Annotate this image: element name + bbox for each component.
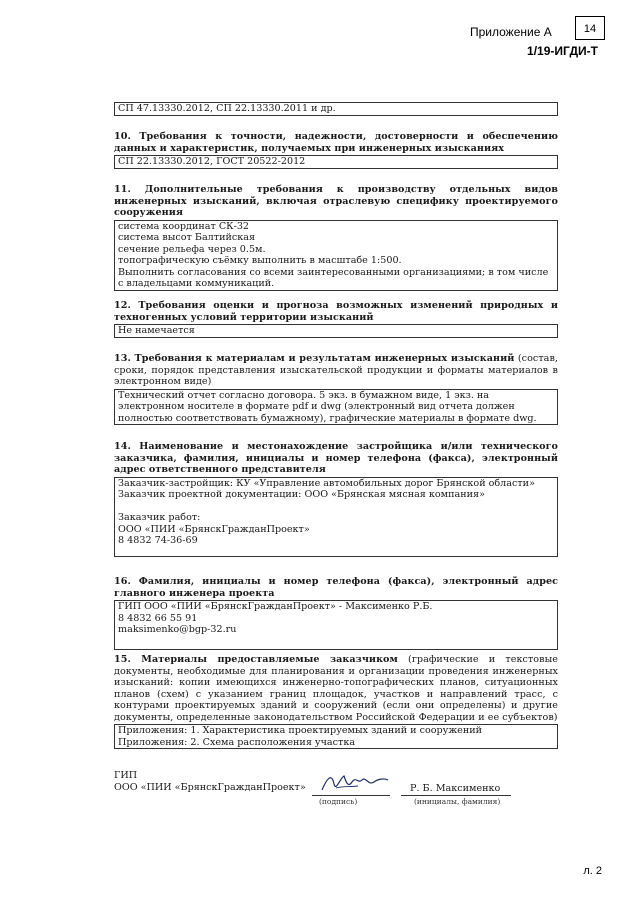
section-15-line: Приложения: 1. Характеристика проектируемых зданий и сооружений	[118, 725, 483, 736]
signature-org: ООО «ПИИ «БрянскГражданПроект»	[114, 781, 306, 793]
section-11-line: топографическую съёмку выполнить в масштабе 1:500.	[118, 255, 402, 266]
top-standards-box	[114, 101, 558, 116]
sheet-number: л. 2	[583, 865, 602, 877]
document-code: 1/19-ИГДИ-Т	[527, 44, 598, 58]
section-13-heading-tail: (состав, сроки, порядок представления изыскательской продукции и форматы материалов в электронном виде)	[114, 353, 558, 387]
section-13-heading-title: 13. Требования к материалам и результатам инженерных изысканий	[114, 353, 515, 364]
section-15-heading-title: 15. Материалы предоставляемые заказчиком	[114, 654, 398, 665]
section-13-heading	[114, 353, 558, 388]
handwritten-signature	[318, 770, 392, 798]
section-16-heading: 16. Фамилия, инициалы и номер телефона (факса), электронный адрес главного инженера проекта	[114, 576, 558, 599]
appendix-label: Приложение А	[470, 25, 552, 39]
section-12-line: Не намечается	[118, 325, 195, 336]
section-11-line: Выполнить согласования со всеми заинтересованными организациями; в том числе с владельцами коммуникаций.	[118, 266, 549, 289]
section-13	[114, 353, 558, 425]
signature-caption: (подпись)	[319, 797, 358, 806]
section-16-box	[114, 600, 558, 650]
section-10-box	[114, 155, 558, 169]
section-15	[114, 654, 558, 749]
section-15-heading	[114, 654, 558, 723]
section-14-line: ООО «ПИИ «БрянскГражданПроект»	[118, 523, 310, 535]
section-10-line: СП 22.13330.2012, ГОСТ 20522-2012	[118, 156, 306, 167]
section-14	[114, 441, 558, 557]
section-11-heading: 11. Дополнительные требования к производству отдельных видов инженерных изысканий, включая отраслевую специфику проектируемого сооружения	[114, 184, 558, 218]
page-number-box: 14	[575, 16, 605, 40]
section-14-heading: 14. Наименование и местонахождение застройщика и/или технического заказчика, фамилия, инициалы и номер телефона (факса), электронный адрес ответственного представителя	[114, 441, 558, 475]
section-14-box	[114, 477, 558, 557]
section-15-heading-tail: (графические и текстовые документы, необходимые для планирования и организации проведения инженерных изысканий: копии имеющихся инженерно-топографических планов, ситуационных планов (схем) с указанием границ площадок, участков и направлений трасс, с контурами проектируемых зданий и сооружений (если они определены) и другие документы, определенные законодательством Российской Федерации и ее субъектов)	[114, 654, 558, 723]
section-11-box	[114, 220, 558, 291]
signer-name: Р. Б. Максименко	[410, 783, 501, 794]
section-16-line: ГИП ООО «ПИИ «БрянскГражданПроект» - Максименко Р.Б.	[118, 601, 433, 612]
section-11-line: система координат СК-32	[118, 220, 250, 232]
name-caption: (инициалы, фамилия)	[414, 797, 501, 806]
top-box-text: СП 47.13330.2012, СП 22.13330.2011 и др.	[114, 102, 558, 116]
section-14-line: Заказчик проектной документации: ООО «Брянская мясная компания»	[118, 489, 485, 500]
section-11	[114, 184, 558, 291]
section-12-box	[114, 324, 558, 338]
section-14-line	[118, 501, 554, 513]
section-16-line: 8 4832 66 55 91	[118, 612, 198, 624]
section-10	[114, 131, 558, 169]
section-14-line: Заказчик-застройщик: КУ «Управление автомобильных дорог Брянской области»	[118, 477, 535, 489]
signature-title: ГИП	[114, 770, 138, 781]
section-14-line: 8 4832 74-36-69	[118, 535, 198, 546]
section-16	[114, 576, 558, 650]
section-11-line: система высот Балтийская	[118, 232, 256, 243]
section-10-heading: 10. Требования к точности, надежности, достоверности и обеспечению данных и характеристик, получаемых при инженерных изысканиях	[114, 131, 558, 154]
section-15-box	[114, 724, 558, 749]
section-13-box	[114, 389, 558, 426]
signature-block	[114, 770, 558, 806]
section-12	[114, 300, 558, 338]
section-14-line: Заказчик работ:	[118, 512, 201, 523]
section-11-line: сечение рельефа через 0.5м.	[118, 243, 266, 255]
section-16-line: maksimenko@bgp-32.ru	[118, 624, 237, 635]
section-12-heading: 12. Требования оценки и прогноза возможных изменений природных и техногенных условий территории изысканий	[114, 300, 558, 323]
section-15-line: Приложения: 2. Схема расположения участка	[118, 736, 356, 748]
section-13-line: Технический отчет согласно договора. 5 экз. в бумажном виде, 1 экз. на электронном носителе в формате pdf и dwg (электронный вид отчета должен полностью соответствовать бумажному), графические материалы в формате dwg.	[118, 389, 537, 424]
